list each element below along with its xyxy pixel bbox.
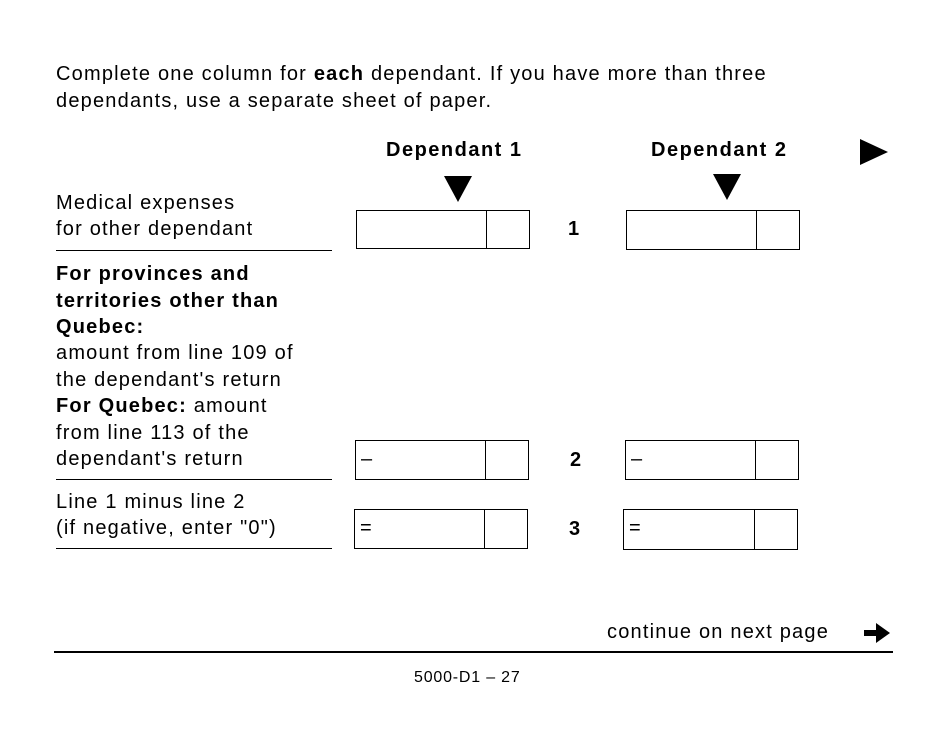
dep1-line2-amount-field[interactable] bbox=[355, 440, 529, 480]
dep1-line1-cents-field[interactable] bbox=[486, 211, 487, 248]
row2-label-bold4: For Quebec: bbox=[56, 395, 187, 417]
row3-divider bbox=[56, 548, 332, 549]
dep2-line1-amount-field[interactable] bbox=[626, 210, 800, 250]
minus-sign: – bbox=[631, 448, 643, 470]
equals-sign: = bbox=[629, 517, 641, 539]
dep1-line1-amount-field[interactable] bbox=[356, 210, 530, 249]
column-header-dependant-1: Dependant 1 bbox=[386, 139, 523, 161]
row2-label-bold3: Quebec: bbox=[56, 316, 145, 338]
down-arrow-icon bbox=[443, 175, 473, 203]
down-arrow-icon bbox=[712, 173, 742, 201]
dep2-line1-cents-field[interactable] bbox=[756, 211, 757, 249]
arrow-right-icon bbox=[862, 621, 892, 645]
row2-label-text3: amount bbox=[187, 395, 268, 417]
row1-label-line2: for other dependant bbox=[56, 218, 254, 240]
line-number-1: 1 bbox=[568, 218, 580, 240]
dep2-line3-cents-field[interactable] bbox=[754, 510, 755, 549]
row2-label-text5: dependant's return bbox=[56, 448, 244, 470]
dep1-line3-cents-field[interactable] bbox=[484, 510, 485, 548]
continue-on-next-page: continue on next page bbox=[607, 621, 830, 643]
column-header-dependant-2: Dependant 2 bbox=[651, 139, 788, 161]
row1-divider bbox=[56, 250, 332, 251]
intro-text-part2: dependant. If you have more than three bbox=[364, 63, 767, 85]
row2-label-text1: amount from line 109 of bbox=[56, 342, 294, 364]
intro-line2: dependants, use a separate sheet of paper. bbox=[56, 90, 493, 112]
footer-rule bbox=[54, 651, 893, 653]
right-arrow-icon bbox=[859, 138, 889, 166]
dep2-line3-amount-field[interactable] bbox=[623, 509, 798, 550]
dep2-line2-amount-field[interactable] bbox=[625, 440, 799, 480]
row2-label-text4: from line 113 of the bbox=[56, 422, 250, 444]
line-number-3: 3 bbox=[569, 518, 581, 540]
row3-label-line2: (if negative, enter "0") bbox=[56, 517, 277, 539]
row2-divider bbox=[56, 479, 332, 480]
intro-paragraph bbox=[56, 61, 767, 88]
row2-label-text2: the dependant's return bbox=[56, 369, 282, 391]
intro-bold-each: each bbox=[313, 63, 365, 85]
row3-label-line1: Line 1 minus line 2 bbox=[56, 491, 246, 513]
row2-label-bold2: territories other than bbox=[56, 290, 280, 312]
intro-text-part1: Complete one column for bbox=[56, 63, 314, 85]
row2-label-bold1: For provinces and bbox=[56, 263, 250, 285]
dep1-line3-amount-field[interactable] bbox=[354, 509, 528, 549]
minus-sign: – bbox=[361, 448, 373, 470]
dep2-line2-cents-field[interactable] bbox=[755, 441, 756, 479]
dep1-line2-cents-field[interactable] bbox=[485, 441, 486, 479]
row1-label-line1: Medical expenses bbox=[56, 192, 236, 214]
line-number-2: 2 bbox=[570, 449, 582, 471]
row2-label-quebec bbox=[56, 393, 268, 420]
equals-sign: = bbox=[360, 517, 372, 539]
page-footer: 5000-D1 – 27 bbox=[414, 669, 521, 686]
